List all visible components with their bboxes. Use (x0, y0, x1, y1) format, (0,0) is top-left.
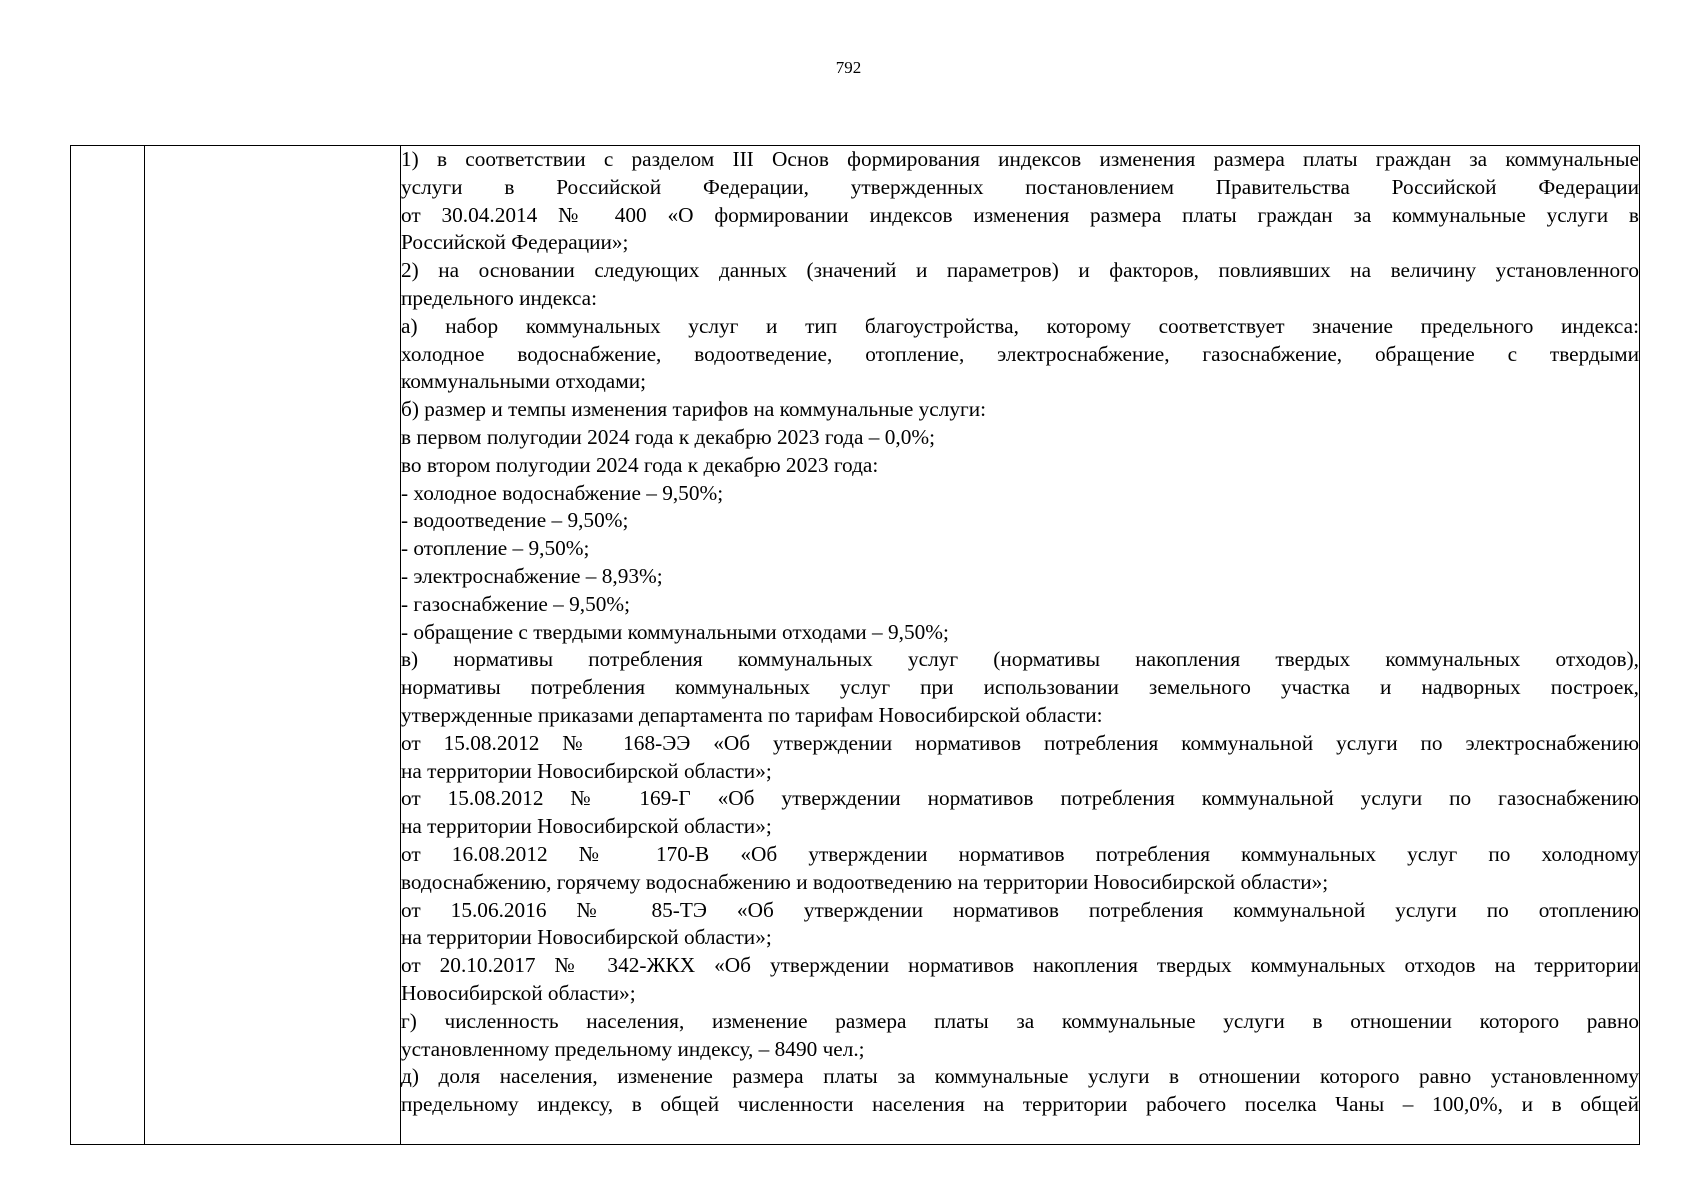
text-line: от 30.04.2014 № 400 «О формировании индексов изменения размера платы граждан за коммунальные услуги в (401, 202, 1639, 227)
document-table (70, 145, 1640, 1145)
text-line: установленному предельному индексу, – 8490 чел.; (401, 1036, 865, 1061)
text-line: от 20.10.2017 № 342-ЖКХ «Об утверждении нормативов накопления твердых коммунальных отходов на территории (401, 953, 1639, 978)
text-line: 2) на основании следующих данных (значений и параметров) и факторов, повлиявших на величину установленного (401, 258, 1639, 283)
text-line: услуги в Российской Федерации, утвержденных постановлением Правительства Российской Федерации (401, 174, 1639, 199)
text-line: а) набор коммунальных услуг и тип благоустройства, которому соответствует значение предельного индекса: (401, 313, 1639, 338)
text-line: - газоснабжение – 9,50%; (401, 591, 631, 616)
text-line: коммунальными отходами; (401, 369, 647, 394)
text-line: на территории Новосибирской области»; (401, 758, 772, 783)
text-line: от 15.08.2012 № 168-ЭЭ «Об утверждении нормативов потребления коммунальной услуги по электроснабжению (401, 730, 1639, 755)
text-line: во втором полугодии 2024 года к декабрю 2023 года: (401, 452, 879, 477)
text-line: б) размер и темпы изменения тарифов на коммунальные услуги: (401, 397, 987, 422)
text-line: д) доля населения, изменение размера платы за коммунальные услуги в отношении которого равно установленному (401, 1064, 1639, 1089)
text-line: водоснабжению, горячему водоснабжению и водоотведению на территории Новосибирской области»; (401, 869, 1329, 894)
text-line: - электроснабжение – 8,93%; (401, 563, 663, 588)
table-row (71, 146, 1640, 1145)
text-line: Новосибирской области»; (401, 980, 636, 1005)
content-text (401, 146, 1639, 1119)
text-line: предельного индекса: (401, 285, 598, 310)
text-line: - холодное водоснабжение – 9,50%; (401, 480, 724, 505)
text-line: в первом полугодии 2024 года к декабрю 2023 года – 0,0%; (401, 424, 936, 449)
text-line: 1) в соответствии с разделом III Основ формирования индексов изменения размера платы граждан за коммунальные (401, 147, 1639, 171)
text-line: Российской Федерации»; (401, 230, 629, 255)
number-cell (71, 146, 145, 1145)
text-line: в) нормативы потребления коммунальных услуг (нормативы накопления твердых коммунальных отходов), (401, 647, 1639, 672)
text-line: от 15.06.2016 № 85-ТЭ «Об утверждении нормативов потребления коммунальной услуги по отоплению (401, 897, 1639, 922)
text-line: - водоотведение – 9,50%; (401, 508, 629, 533)
text-line: холодное водоснабжение, водоотведение, отопление, электроснабжение, газоснабжение, обращение с твердыми (401, 341, 1639, 366)
text-line: - обращение с твердыми коммунальными отходами – 9,50%; (401, 619, 949, 644)
text-line: от 15.08.2012 № 169-Г «Об утверждении нормативов потребления коммунальной услуги по газоснабжению (401, 786, 1639, 811)
text-line: от 16.08.2012 № 170-В «Об утверждении нормативов потребления коммунальных услуг по холодному (401, 841, 1639, 866)
text-line: утвержденные приказами департамента по тарифам Новосибирской области: (401, 702, 1103, 727)
text-line: на территории Новосибирской области»; (401, 814, 772, 839)
name-cell (145, 146, 401, 1145)
text-line: на территории Новосибирской области»; (401, 925, 772, 950)
text-line: г) численность населения, изменение размера платы за коммунальные услуги в отношении которого равно (401, 1008, 1639, 1033)
page-number: 792 (835, 58, 862, 77)
text-line: предельному индексу, в общей численности населения на территории рабочего поселка Чаны – 100,0%, и в общей (401, 1092, 1639, 1117)
content-cell (401, 146, 1640, 1145)
text-line: нормативы потребления коммунальных услуг при использовании земельного участка и надворных построек, (401, 675, 1639, 700)
text-line: - отопление – 9,50%; (401, 536, 590, 561)
